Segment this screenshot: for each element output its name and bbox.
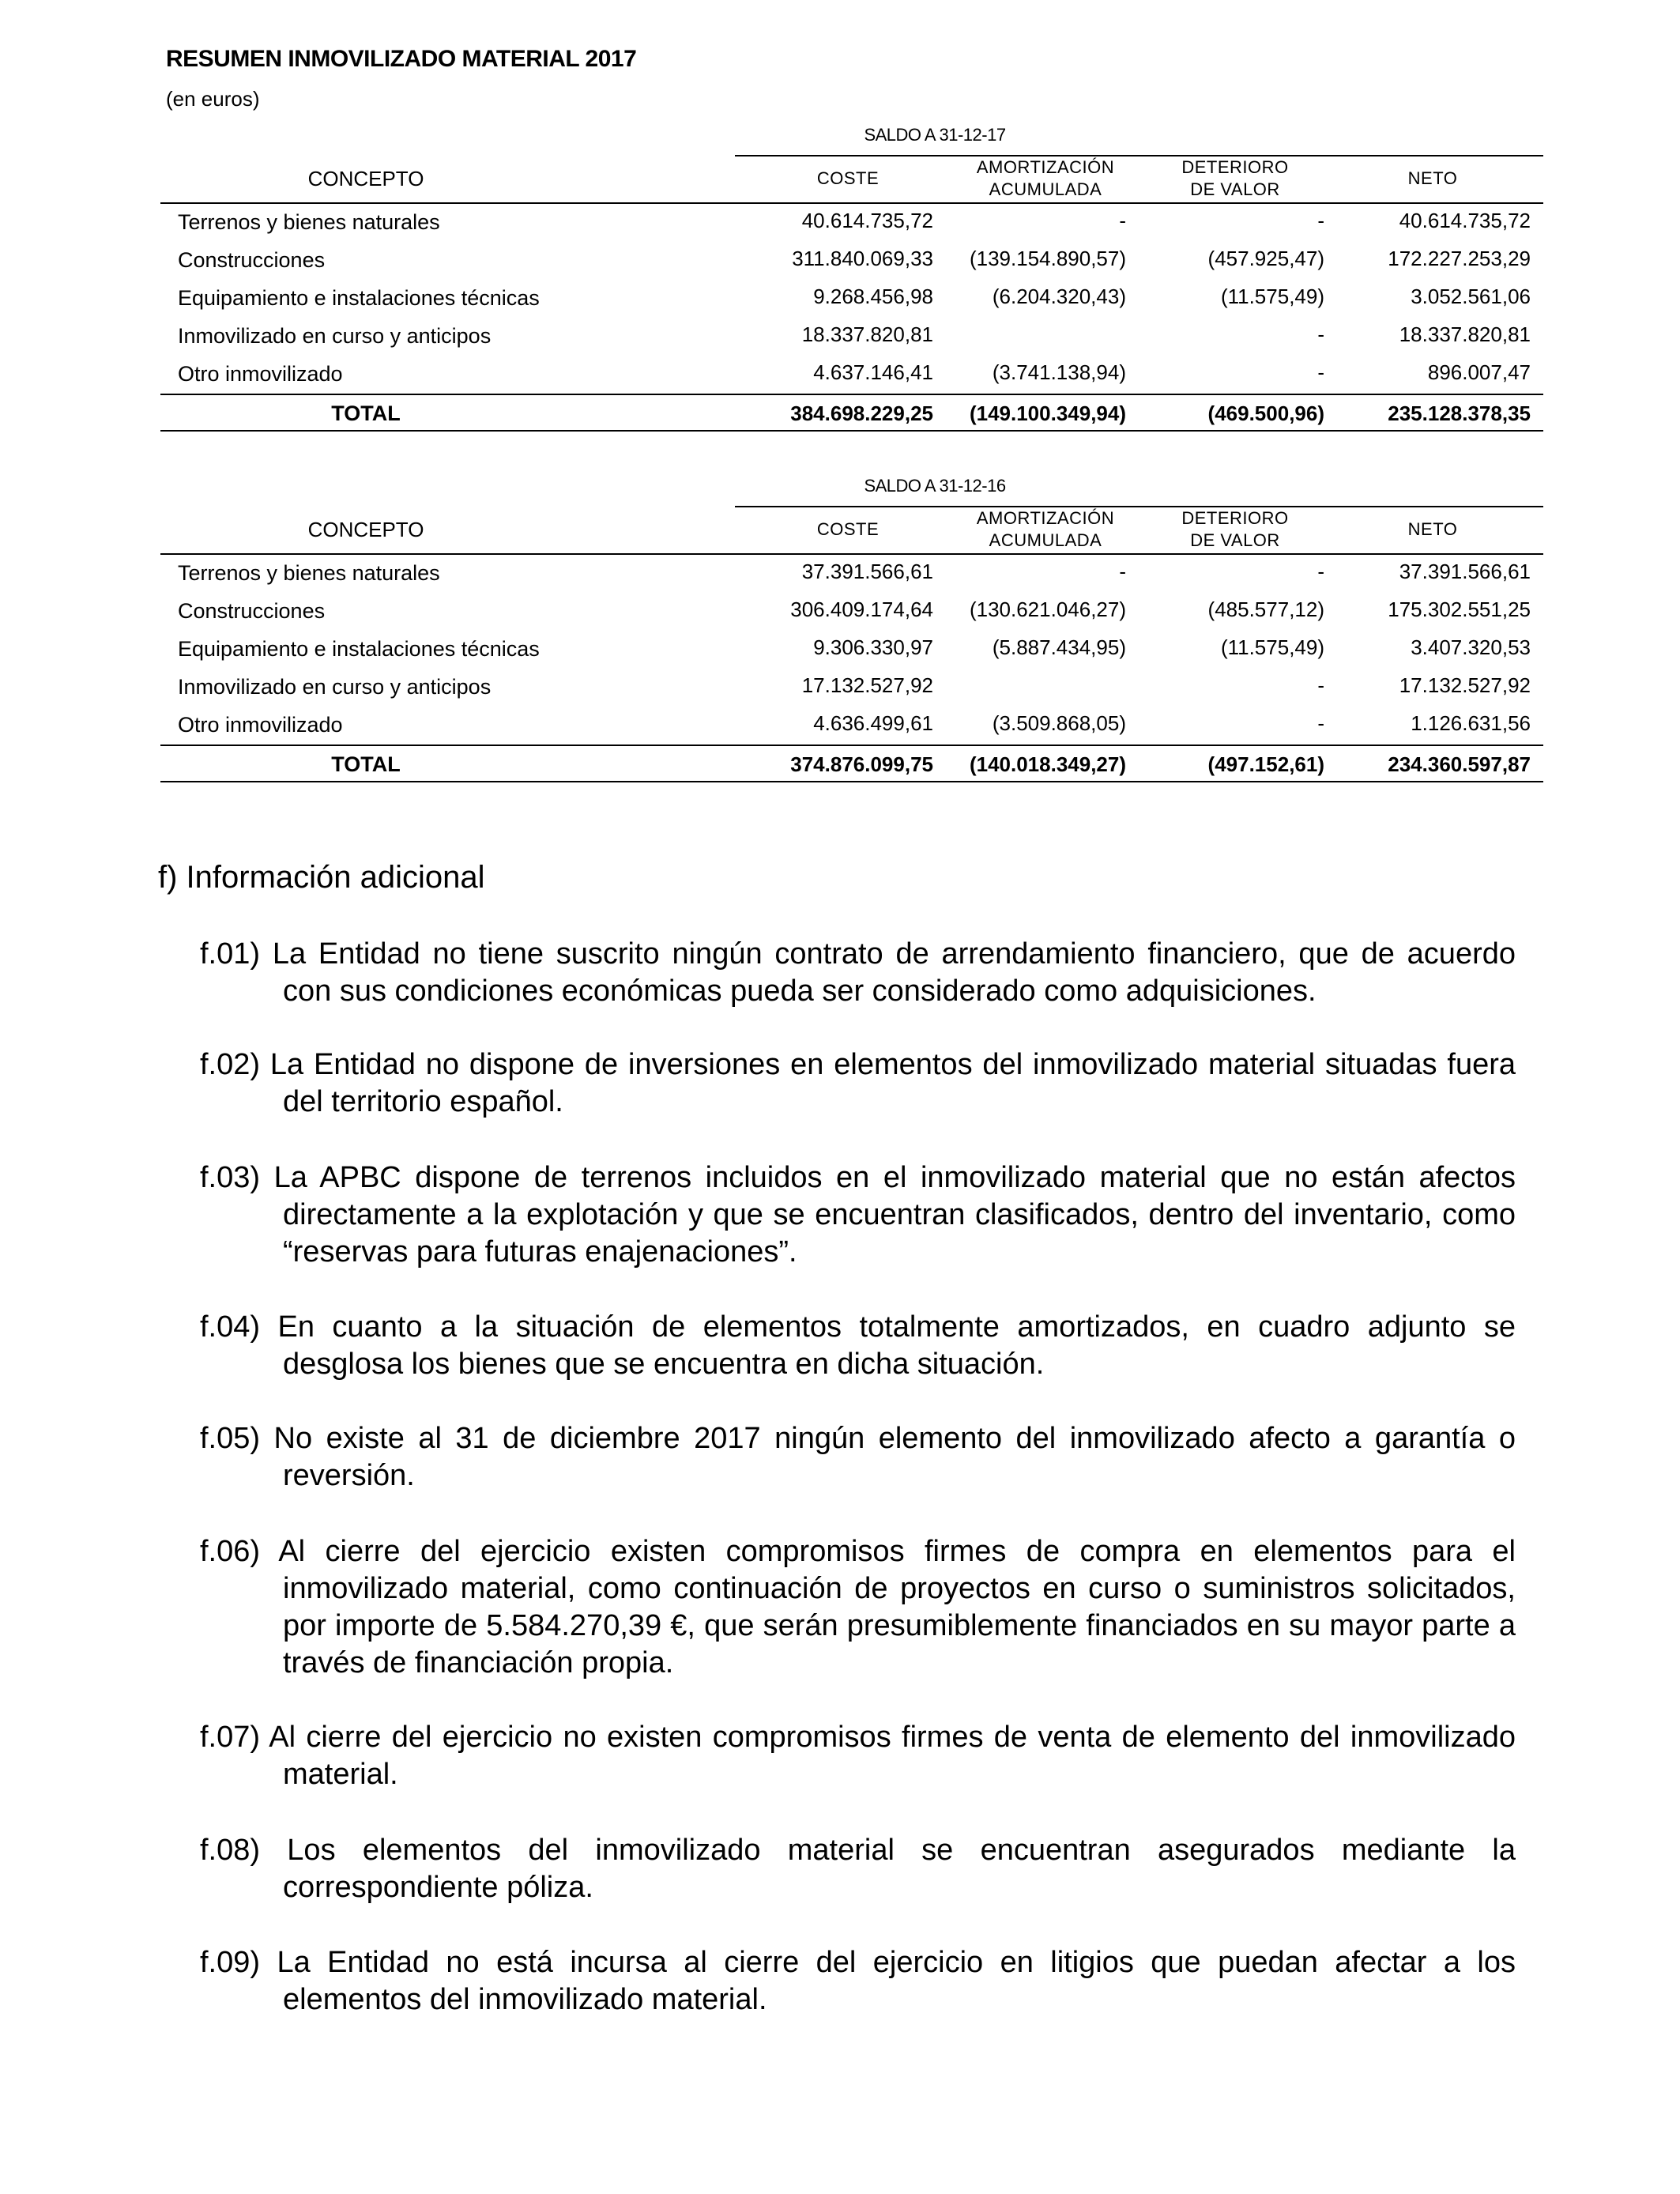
paragraph-f05: f.05) No existe al 31 de diciembre 2017 ningún elemento del inmovilizado afecto a garantía o reversión. [200,1422,1516,1492]
row-deterioro: (485.577,12) [1207,598,1324,621]
row-coste: 4.637.146,41 [813,360,933,384]
header-bottom-rule [160,202,1543,204]
header-deterioro [1140,507,1330,552]
total-row [160,397,1543,435]
header-coste: COSTE [816,168,880,188]
header-deterioro [1140,156,1330,201]
row-neto: 37.391.566,61 [1399,560,1531,583]
paragraph-f09: f.09) La Entidad no está incursa al cierre del ejercicio en litigios que puedan afectar a los elementos del inmovilizado material. [200,1946,1516,2016]
total-bottom-rule [160,781,1543,782]
row-deterioro: - [1317,560,1324,583]
row-deterioro: (457.925,47) [1207,247,1324,270]
table-row [160,357,1543,395]
total-amortizacion: (149.100.349,94) [969,401,1126,425]
paragraph-f02: f.02) La Entidad no dispone de inversiones en elementos del inmovilizado material situadas fuera del territorio español. [200,1048,1516,1118]
section-heading: f) Información adicional [158,860,485,895]
row-concepto: Construcciones [178,599,326,623]
row-deterioro: - [1317,209,1324,232]
row-concepto: Inmovilizado en curso y anticipos [178,324,492,348]
paragraph-f04: f.04) En cuanto a la situación de elementos totalmente amortizados, en cuadro adjunto se desglosa los bienes que se encuentra en dicha situación. [200,1310,1516,1381]
paragraph-f07: f.07) Al cierre del ejercicio no existen compromisos firmes de venta de elemento del inmovilizado material. [200,1721,1516,1791]
paragraph-f03: f.03) La APBC dispone de terrenos incluidos en el inmovilizado material que no están afectos directamente a la explotación y que se encuentran clasificados, dentro del inventario, como “reservas para futuras enajenaciones”. [200,1161,1516,1269]
row-amortizacion: (6.204.320,43) [992,285,1126,308]
row-deterioro: - [1317,711,1324,735]
header-deterioro-line1: DETERIORO [1181,508,1289,528]
row-coste: 17.132.527,92 [801,673,933,697]
header-top-rule-left [160,155,735,156]
row-coste: 9.306.330,97 [813,635,933,659]
total-deterioro: (497.152,61) [1207,752,1324,776]
header-amortizacion-line2: ACUMULADA [989,530,1102,550]
row-concepto: Inmovilizado en curso y anticipos [178,675,492,699]
table-row [160,708,1543,746]
row-amortizacion: (130.621.046,27) [969,598,1126,621]
paragraph-f06: f.06) Al cierre del ejercicio existen compromisos firmes de compra en elementos para el inmovilizado material, como continuación de proyectos en curso o suministros solicitados, por importe de 5.584.270,39 €, que serán presumiblemente financiados en su mayor parte a través de financiación propia. [200,1535,1516,1679]
row-neto: 172.227.253,29 [1388,247,1531,270]
saldo-label: SALDO A 31-12-17 [864,125,1006,145]
table-row [160,319,1543,357]
header-concepto: CONCEPTO [307,167,424,190]
row-neto: 896.007,47 [1427,360,1531,384]
paragraph-f01: f.01) La Entidad no tiene suscrito ningún contrato de arrendamiento financiero, que de acuerdo con sus condiciones económicas pueda ser considerado como adquisiciones. [200,937,1516,1008]
row-amortizacion: - [1119,560,1126,583]
row-concepto: Construcciones [178,248,326,272]
total-amortizacion: (140.018.349,27) [969,752,1126,776]
row-coste: 311.840.069,33 [792,247,933,270]
row-coste: 306.409.174,64 [790,598,933,621]
header-neto: NETO [1407,519,1458,539]
total-top-rule [160,745,1543,746]
header-amortizacion [951,507,1140,552]
page-title: RESUMEN INMOVILIZADO MATERIAL 2017 [166,46,637,72]
table-row [160,594,1543,632]
row-concepto: Terrenos y bienes naturales [178,210,440,234]
row-amortizacion: (5.887.434,95) [992,635,1126,659]
row-deterioro: - [1317,322,1324,346]
total-neto: 234.360.597,87 [1388,752,1531,776]
row-concepto: Otro inmovilizado [178,713,343,737]
total-top-rule [160,394,1543,395]
total-label: TOTAL [331,401,401,425]
total-bottom-rule [160,430,1543,432]
row-neto: 3.052.561,06 [1411,285,1531,308]
total-deterioro: (469.500,96) [1207,401,1324,425]
header-amortizacion-line2: ACUMULADA [989,179,1102,199]
row-amortizacion: (3.509.868,05) [992,711,1126,735]
row-neto: 40.614.735,72 [1399,209,1531,232]
row-coste: 9.268.456,98 [813,285,933,308]
row-concepto: Equipamiento e instalaciones técnicas [178,637,540,661]
header-coste: COSTE [816,519,880,539]
table-row [160,556,1543,594]
total-neto: 235.128.378,35 [1388,401,1531,425]
total-row [160,748,1543,786]
header-neto: NETO [1407,168,1458,188]
row-coste: 40.614.735,72 [801,209,933,232]
row-neto: 3.407.320,53 [1411,635,1531,659]
row-concepto: Otro inmovilizado [178,362,343,386]
row-neto: 18.337.820,81 [1399,322,1531,346]
table-row [160,205,1543,243]
header-amortizacion-line1: AMORTIZACIÓN [976,157,1115,177]
header-concepto: CONCEPTO [307,518,424,541]
header-deterioro-line2: DE VALOR [1190,179,1280,199]
total-label: TOTAL [331,752,401,776]
row-deterioro: (11.575,49) [1220,635,1324,659]
table-row [160,243,1543,281]
row-amortizacion: (139.154.890,57) [969,247,1126,270]
row-coste: 37.391.566,61 [801,560,933,583]
row-amortizacion: (3.741.138,94) [992,360,1126,384]
units-note: (en euros) [166,87,260,111]
row-neto: 1.126.631,56 [1411,711,1531,735]
total-coste: 374.876.099,75 [790,752,933,776]
row-concepto: Terrenos y bienes naturales [178,561,440,585]
header-amortizacion-line1: AMORTIZACIÓN [976,508,1115,528]
row-deterioro: - [1317,360,1324,384]
row-amortizacion: - [1119,209,1126,232]
saldo-label: SALDO A 31-12-16 [864,476,1006,496]
header-deterioro-line2: DE VALOR [1190,530,1280,550]
row-neto: 17.132.527,92 [1399,673,1531,697]
row-concepto: Equipamiento e instalaciones técnicas [178,286,540,310]
header-deterioro-line1: DETERIORO [1181,157,1289,177]
paragraph-f08: f.08) Los elementos del inmovilizado material se encuentran asegurados mediante la correspondiente póliza. [200,1834,1516,1904]
row-deterioro: (11.575,49) [1220,285,1324,308]
total-coste: 384.698.229,25 [790,401,933,425]
header-amortizacion [951,156,1140,201]
table-row [160,281,1543,319]
row-neto: 175.302.551,25 [1388,598,1531,621]
row-coste: 4.636.499,61 [813,711,933,735]
row-deterioro: - [1317,673,1324,697]
row-coste: 18.337.820,81 [801,322,933,346]
table-row [160,670,1543,708]
table-row [160,632,1543,670]
header-bottom-rule [160,553,1543,555]
